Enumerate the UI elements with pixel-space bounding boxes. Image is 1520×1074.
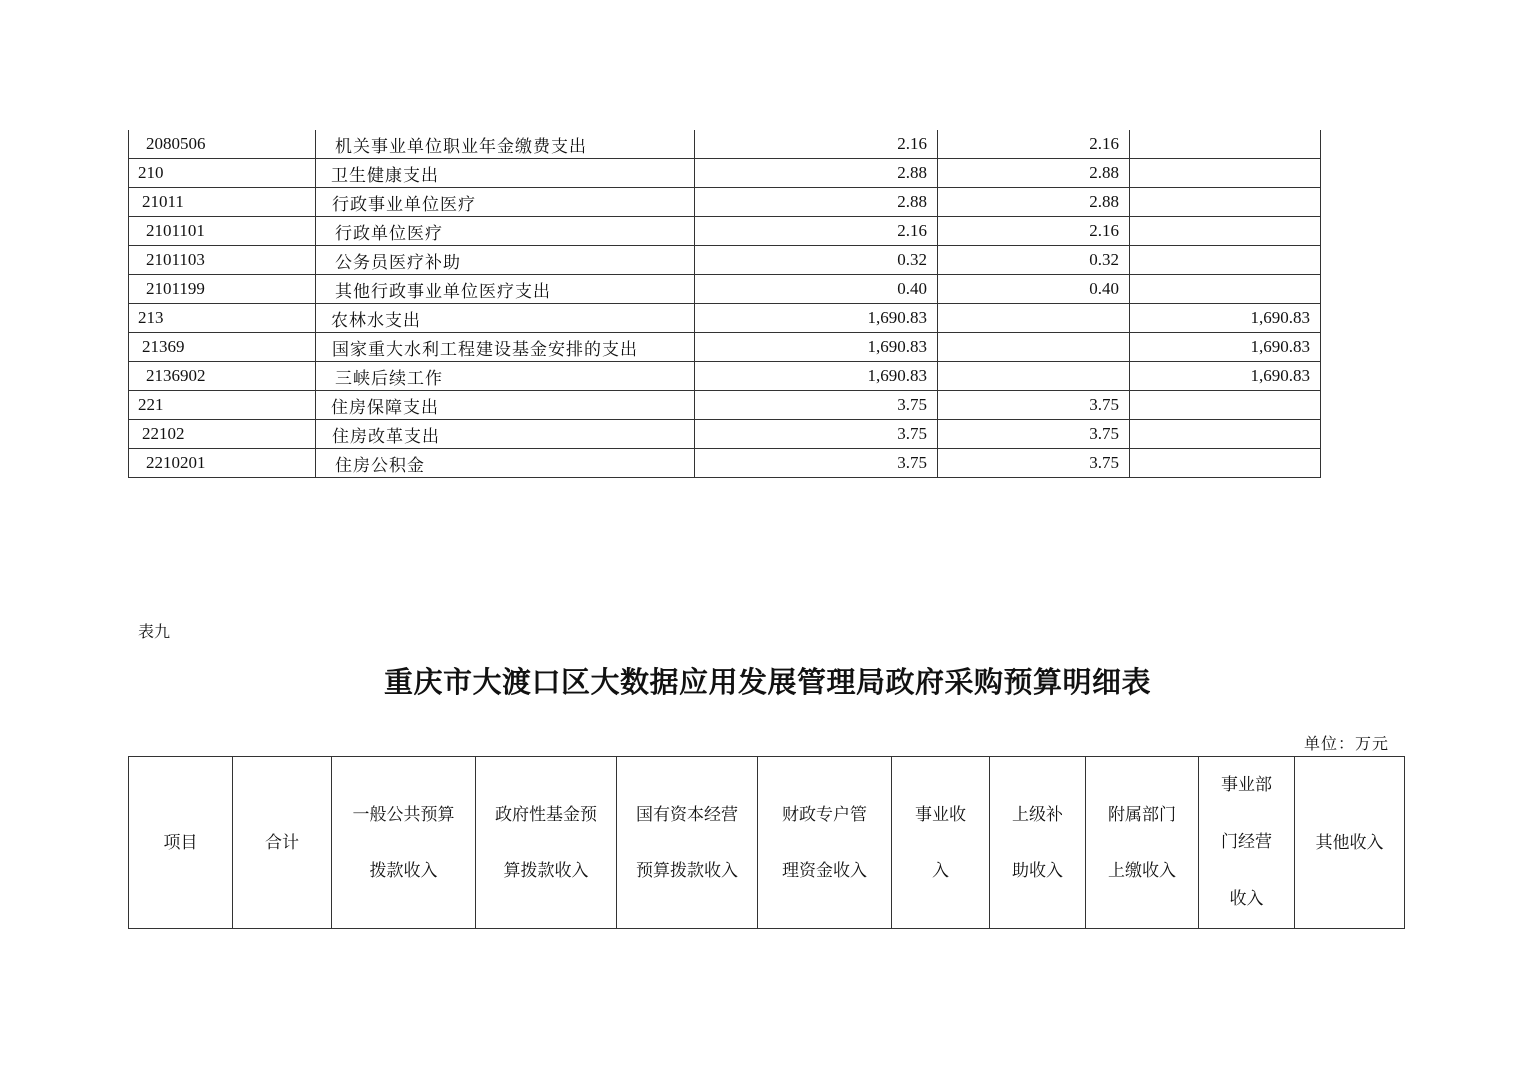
code-cell: 21369 <box>129 333 316 362</box>
column-header <box>129 757 233 929</box>
table-label: 表九 <box>138 622 171 641</box>
general-budget-cell <box>938 362 1130 391</box>
total-cell: 3.75 <box>695 391 938 420</box>
fund-budget-cell <box>1130 420 1321 449</box>
total-cell: 1,690.83 <box>695 333 938 362</box>
column-header-line: 预算拨款收入 <box>636 860 738 881</box>
code-cell: 2101103 <box>129 246 316 275</box>
total-cell: 2.88 <box>695 188 938 217</box>
table-row <box>129 188 1321 217</box>
table-row <box>129 275 1321 304</box>
general-budget-cell: 2.88 <box>938 159 1130 188</box>
total-cell: 2.16 <box>695 130 938 159</box>
table-row <box>129 333 1321 362</box>
column-header-line: 拨款收入 <box>369 860 438 881</box>
column-header-line: 其他收入 <box>1315 832 1384 853</box>
total-cell: 2.16 <box>695 217 938 246</box>
total-cell: 1,690.83 <box>695 362 938 391</box>
column-header-line: 收入 <box>1229 889 1264 909</box>
column-header-line: 附属部门 <box>1108 804 1176 825</box>
budget-table <box>128 130 1321 478</box>
column-header <box>617 757 758 929</box>
column-header <box>233 757 332 929</box>
column-header-line: 一般公共预算 <box>352 804 455 825</box>
name-cell: 住房保障支出 <box>316 391 695 420</box>
code-cell: 2210201 <box>129 449 316 478</box>
table-row <box>129 246 1321 275</box>
fund-budget-cell <box>1130 159 1321 188</box>
column-header-line: 合计 <box>265 832 299 853</box>
table-row <box>129 130 1321 159</box>
column-header-line: 助收入 <box>1012 860 1063 881</box>
name-cell: 公务员医疗补助 <box>316 246 695 275</box>
fund-budget-cell <box>1130 391 1321 420</box>
procurement-table <box>128 756 1405 929</box>
column-header-line: 上缴收入 <box>1108 860 1176 881</box>
fund-budget-cell: 1,690.83 <box>1130 362 1321 391</box>
general-budget-cell: 0.40 <box>938 275 1130 304</box>
code-cell: 22102 <box>129 420 316 449</box>
code-cell: 2136902 <box>129 362 316 391</box>
code-cell: 210 <box>129 159 316 188</box>
name-cell: 国家重大水利工程建设基金安排的支出 <box>316 333 695 362</box>
total-cell: 0.32 <box>695 246 938 275</box>
page-title: 重庆市大渡口区大数据应用发展管理局政府采购预算明细表 <box>383 665 1151 699</box>
general-budget-cell <box>938 304 1130 333</box>
code-cell: 2080506 <box>129 130 316 159</box>
column-header <box>990 757 1086 929</box>
table-row <box>129 362 1321 391</box>
column-header <box>332 757 476 929</box>
column-header <box>892 757 990 929</box>
name-cell: 卫生健康支出 <box>316 159 695 188</box>
general-budget-cell: 0.32 <box>938 246 1130 275</box>
column-header <box>1295 757 1405 929</box>
fund-budget-cell <box>1130 217 1321 246</box>
column-header-line: 财政专户管 <box>782 804 867 825</box>
fund-budget-cell <box>1130 449 1321 478</box>
column-header <box>1086 757 1199 929</box>
total-cell: 0.40 <box>695 275 938 304</box>
budget-table-body <box>129 130 1321 478</box>
column-header-line: 项目 <box>163 832 198 853</box>
general-budget-cell: 3.75 <box>938 391 1130 420</box>
column-header-line: 上级补 <box>1012 804 1063 825</box>
column-header-line: 理资金收入 <box>782 860 867 881</box>
column-header-line: 政府性基金预 <box>495 804 597 825</box>
unit-label: 单位：万元 <box>1304 734 1390 753</box>
fund-budget-cell <box>1130 275 1321 304</box>
table-row <box>129 217 1321 246</box>
fund-budget-cell <box>1130 246 1321 275</box>
fund-budget-cell: 1,690.83 <box>1130 333 1321 362</box>
column-header-line: 事业收 <box>915 804 966 825</box>
table-row <box>129 420 1321 449</box>
column-header-line: 入 <box>932 860 949 881</box>
name-cell: 三峡后续工作 <box>316 362 695 391</box>
name-cell: 行政单位医疗 <box>316 217 695 246</box>
general-budget-cell: 3.75 <box>938 420 1130 449</box>
code-cell: 221 <box>129 391 316 420</box>
fund-budget-cell <box>1130 188 1321 217</box>
name-cell: 农林水支出 <box>316 304 695 333</box>
code-cell: 213 <box>129 304 316 333</box>
code-cell: 21011 <box>129 188 316 217</box>
name-cell: 行政事业单位医疗 <box>316 188 695 217</box>
column-header-line: 国有资本经营 <box>636 804 738 825</box>
code-cell: 2101101 <box>129 217 316 246</box>
column-header-line: 门经营 <box>1221 832 1272 852</box>
general-budget-cell: 2.16 <box>938 130 1130 159</box>
table-row <box>129 391 1321 420</box>
general-budget-cell: 3.75 <box>938 449 1130 478</box>
table-row <box>129 159 1321 188</box>
name-cell: 机关事业单位职业年金缴费支出 <box>316 130 695 159</box>
table-row <box>129 449 1321 478</box>
general-budget-cell: 2.16 <box>938 217 1130 246</box>
name-cell: 住房公积金 <box>316 449 695 478</box>
general-budget-cell <box>938 333 1130 362</box>
total-cell: 2.88 <box>695 159 938 188</box>
total-cell: 3.75 <box>695 449 938 478</box>
total-cell: 3.75 <box>695 420 938 449</box>
name-cell: 其他行政事业单位医疗支出 <box>316 275 695 304</box>
fund-budget-cell: 1,690.83 <box>1130 304 1321 333</box>
name-cell: 住房改革支出 <box>316 420 695 449</box>
general-budget-cell: 2.88 <box>938 188 1130 217</box>
fund-budget-cell <box>1130 130 1321 159</box>
code-cell: 2101199 <box>129 275 316 304</box>
column-header-line: 算拨款收入 <box>503 860 589 881</box>
column-header <box>1199 757 1295 929</box>
procurement-header-row <box>129 757 1405 929</box>
column-header-line: 事业部 <box>1221 775 1272 795</box>
column-header <box>476 757 617 929</box>
table-row <box>129 304 1321 333</box>
total-cell: 1,690.83 <box>695 304 938 333</box>
column-header <box>758 757 892 929</box>
